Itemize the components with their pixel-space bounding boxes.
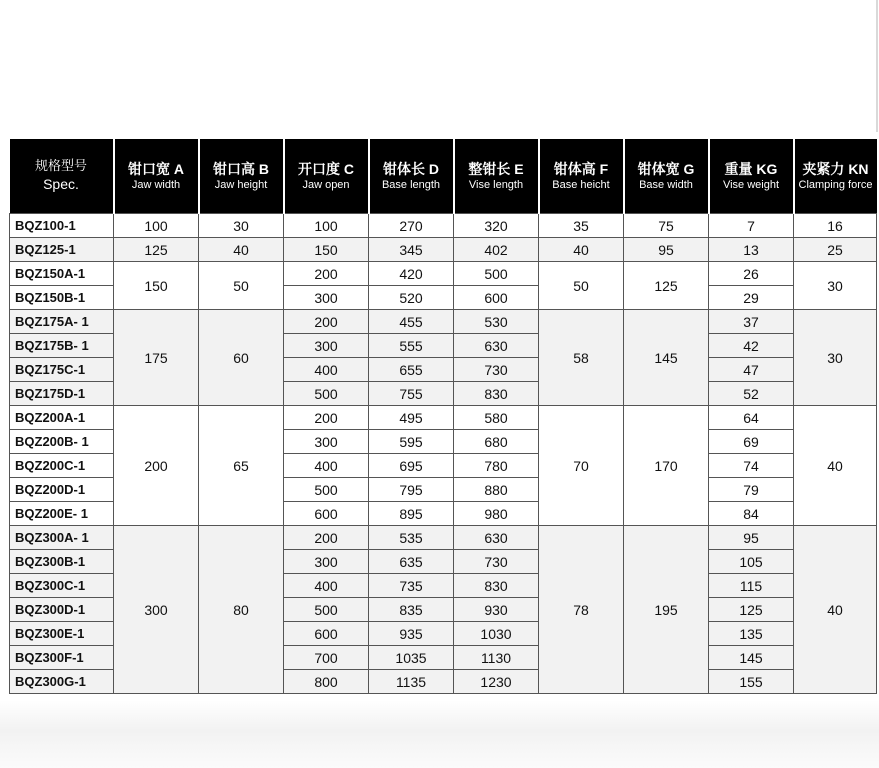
vise-length-cell: 880 <box>454 478 539 502</box>
clamping-force-cell: 30 <box>794 310 877 406</box>
jaw-height-cell: 65 <box>199 406 284 526</box>
base-length-cell: 455 <box>369 310 454 334</box>
jaw-height-cell: 50 <box>199 262 284 310</box>
vise-length-cell: 580 <box>454 406 539 430</box>
vise-length-cell: 730 <box>454 358 539 382</box>
weight-cell: 135 <box>709 622 794 646</box>
base-length-cell: 495 <box>369 406 454 430</box>
header-spec <box>10 139 114 214</box>
weight-cell: 52 <box>709 382 794 406</box>
spec-cell: BQZ150B-1 <box>10 286 114 310</box>
header-row <box>10 139 877 214</box>
vise-length-cell: 630 <box>454 526 539 550</box>
spec-cell: BQZ300G-1 <box>10 670 114 694</box>
header-cn: 钳体长 D <box>383 160 439 177</box>
base-length-cell: 635 <box>369 550 454 574</box>
clamping-force-cell: 16 <box>794 214 877 238</box>
base-width-cell: 75 <box>624 214 709 238</box>
vise-length-cell: 780 <box>454 454 539 478</box>
jaw-open-cell: 200 <box>284 262 369 286</box>
header-cn: 钳口高 B <box>213 160 269 177</box>
header-en: Jaw open <box>302 178 350 191</box>
header-en: Spec. <box>43 176 79 193</box>
header-vise-length <box>454 139 539 214</box>
weight-cell: 125 <box>709 598 794 622</box>
jaw-open-cell: 300 <box>284 286 369 310</box>
header-en: Base heicht <box>552 178 610 191</box>
table-row <box>10 262 877 286</box>
weight-cell: 37 <box>709 310 794 334</box>
header-cn: 重量 KG <box>724 160 778 177</box>
weight-cell: 155 <box>709 670 794 694</box>
jaw-width-cell: 300 <box>114 526 199 694</box>
vise-length-cell: 830 <box>454 574 539 598</box>
base-length-cell: 695 <box>369 454 454 478</box>
base-height-cell: 35 <box>539 214 624 238</box>
spec-cell: BQZ200C-1 <box>10 454 114 478</box>
spec-cell: BQZ300D-1 <box>10 598 114 622</box>
weight-cell: 69 <box>709 430 794 454</box>
jaw-open-cell: 800 <box>284 670 369 694</box>
base-width-cell: 125 <box>624 262 709 310</box>
spec-cell: BQZ300A- 1 <box>10 526 114 550</box>
weight-cell: 13 <box>709 238 794 262</box>
table-row <box>10 214 877 238</box>
base-length-cell: 345 <box>369 238 454 262</box>
jaw-open-cell: 500 <box>284 598 369 622</box>
spec-cell: BQZ200D-1 <box>10 478 114 502</box>
header-base-width <box>624 139 709 214</box>
jaw-open-cell: 400 <box>284 358 369 382</box>
weight-cell: 7 <box>709 214 794 238</box>
edge-line <box>876 0 878 132</box>
base-length-cell: 595 <box>369 430 454 454</box>
header-cn: 夹紧力 KN <box>802 160 869 177</box>
weight-cell: 145 <box>709 646 794 670</box>
vise-length-cell: 680 <box>454 430 539 454</box>
weight-cell: 79 <box>709 478 794 502</box>
jaw-open-cell: 100 <box>284 214 369 238</box>
vise-length-cell: 600 <box>454 286 539 310</box>
jaw-open-cell: 300 <box>284 550 369 574</box>
base-length-cell: 755 <box>369 382 454 406</box>
jaw-height-cell: 80 <box>199 526 284 694</box>
clamping-force-cell: 25 <box>794 238 877 262</box>
spec-cell: BQZ175D-1 <box>10 382 114 406</box>
vise-length-cell: 830 <box>454 382 539 406</box>
base-length-cell: 420 <box>369 262 454 286</box>
weight-cell: 84 <box>709 502 794 526</box>
base-height-cell: 70 <box>539 406 624 526</box>
bottom-fade <box>0 700 879 768</box>
jaw-open-cell: 200 <box>284 406 369 430</box>
base-length-cell: 555 <box>369 334 454 358</box>
vise-length-cell: 402 <box>454 238 539 262</box>
base-length-cell: 735 <box>369 574 454 598</box>
header-en: Vise weight <box>722 178 780 191</box>
vise-length-cell: 730 <box>454 550 539 574</box>
table-row <box>10 526 877 550</box>
table-row <box>10 310 877 334</box>
spec-cell: BQZ175A- 1 <box>10 310 114 334</box>
header-base-height <box>539 139 624 214</box>
jaw-open-cell: 700 <box>284 646 369 670</box>
weight-cell: 29 <box>709 286 794 310</box>
base-length-cell: 835 <box>369 598 454 622</box>
table-body <box>10 214 877 694</box>
spec-cell: BQZ175C-1 <box>10 358 114 382</box>
spec-cell: BQZ300F-1 <box>10 646 114 670</box>
base-width-cell: 95 <box>624 238 709 262</box>
base-length-cell: 535 <box>369 526 454 550</box>
base-height-cell: 78 <box>539 526 624 694</box>
header-cn: 整钳长 E <box>468 160 524 177</box>
weight-cell: 42 <box>709 334 794 358</box>
weight-cell: 105 <box>709 550 794 574</box>
jaw-open-cell: 500 <box>284 382 369 406</box>
header-en: Base width <box>639 178 693 191</box>
jaw-width-cell: 125 <box>114 238 199 262</box>
table-row <box>10 406 877 430</box>
weight-cell: 26 <box>709 262 794 286</box>
base-width-cell: 170 <box>624 406 709 526</box>
base-height-cell: 58 <box>539 310 624 406</box>
base-length-cell: 1035 <box>369 646 454 670</box>
spec-cell: BQZ100-1 <box>10 214 114 238</box>
weight-cell: 64 <box>709 406 794 430</box>
header-cn: 开口度 C <box>298 160 354 177</box>
header-clamping-force <box>794 139 877 214</box>
jaw-height-cell: 30 <box>199 214 284 238</box>
base-width-cell: 145 <box>624 310 709 406</box>
base-height-cell: 40 <box>539 238 624 262</box>
header-en: Vise length <box>468 178 524 191</box>
header-en: Clamping force <box>798 178 873 191</box>
base-length-cell: 270 <box>369 214 454 238</box>
header-jaw-height <box>199 139 284 214</box>
clamping-force-cell: 30 <box>794 262 877 310</box>
header-base-length <box>369 139 454 214</box>
base-length-cell: 895 <box>369 502 454 526</box>
spec-cell: BQZ300E-1 <box>10 622 114 646</box>
jaw-width-cell: 200 <box>114 406 199 526</box>
weight-cell: 95 <box>709 526 794 550</box>
base-length-cell: 655 <box>369 358 454 382</box>
vise-length-cell: 320 <box>454 214 539 238</box>
spec-cell: BQZ200B- 1 <box>10 430 114 454</box>
spec-table <box>9 139 877 694</box>
header-en: Jaw width <box>131 178 181 191</box>
vise-length-cell: 980 <box>454 502 539 526</box>
weight-cell: 74 <box>709 454 794 478</box>
vise-length-cell: 530 <box>454 310 539 334</box>
base-width-cell: 195 <box>624 526 709 694</box>
header-en: Base length <box>381 178 441 191</box>
jaw-height-cell: 60 <box>199 310 284 406</box>
base-length-cell: 795 <box>369 478 454 502</box>
header-cn: 规格型号 <box>34 158 87 174</box>
base-length-cell: 520 <box>369 286 454 310</box>
vise-length-cell: 630 <box>454 334 539 358</box>
jaw-open-cell: 300 <box>284 334 369 358</box>
header-weight <box>709 139 794 214</box>
vise-length-cell: 500 <box>454 262 539 286</box>
header-en: Jaw height <box>214 178 268 191</box>
spec-cell: BQZ125-1 <box>10 238 114 262</box>
jaw-open-cell: 500 <box>284 478 369 502</box>
spec-cell: BQZ150A-1 <box>10 262 114 286</box>
header-cn: 钳口宽 A <box>128 160 184 177</box>
jaw-width-cell: 150 <box>114 262 199 310</box>
header-cn: 钳体宽 G <box>637 160 695 177</box>
base-length-cell: 1135 <box>369 670 454 694</box>
spec-cell: BQZ300B-1 <box>10 550 114 574</box>
vise-length-cell: 1130 <box>454 646 539 670</box>
table-row <box>10 238 877 262</box>
jaw-open-cell: 150 <box>284 238 369 262</box>
jaw-height-cell: 40 <box>199 238 284 262</box>
weight-cell: 47 <box>709 358 794 382</box>
weight-cell: 115 <box>709 574 794 598</box>
header-jaw-width <box>114 139 199 214</box>
spec-cell: BQZ300C-1 <box>10 574 114 598</box>
jaw-open-cell: 200 <box>284 310 369 334</box>
clamping-force-cell: 40 <box>794 526 877 694</box>
jaw-open-cell: 400 <box>284 574 369 598</box>
clamping-force-cell: 40 <box>794 406 877 526</box>
vise-length-cell: 930 <box>454 598 539 622</box>
jaw-width-cell: 175 <box>114 310 199 406</box>
jaw-open-cell: 200 <box>284 526 369 550</box>
jaw-width-cell: 100 <box>114 214 199 238</box>
vise-length-cell: 1030 <box>454 622 539 646</box>
base-height-cell: 50 <box>539 262 624 310</box>
header-jaw-open <box>284 139 369 214</box>
base-length-cell: 935 <box>369 622 454 646</box>
jaw-open-cell: 600 <box>284 502 369 526</box>
header-cn: 钳体高 F <box>553 160 609 177</box>
jaw-open-cell: 400 <box>284 454 369 478</box>
spec-cell: BQZ200A-1 <box>10 406 114 430</box>
jaw-open-cell: 300 <box>284 430 369 454</box>
spec-cell: BQZ200E- 1 <box>10 502 114 526</box>
spec-cell: BQZ175B- 1 <box>10 334 114 358</box>
jaw-open-cell: 600 <box>284 622 369 646</box>
vise-length-cell: 1230 <box>454 670 539 694</box>
